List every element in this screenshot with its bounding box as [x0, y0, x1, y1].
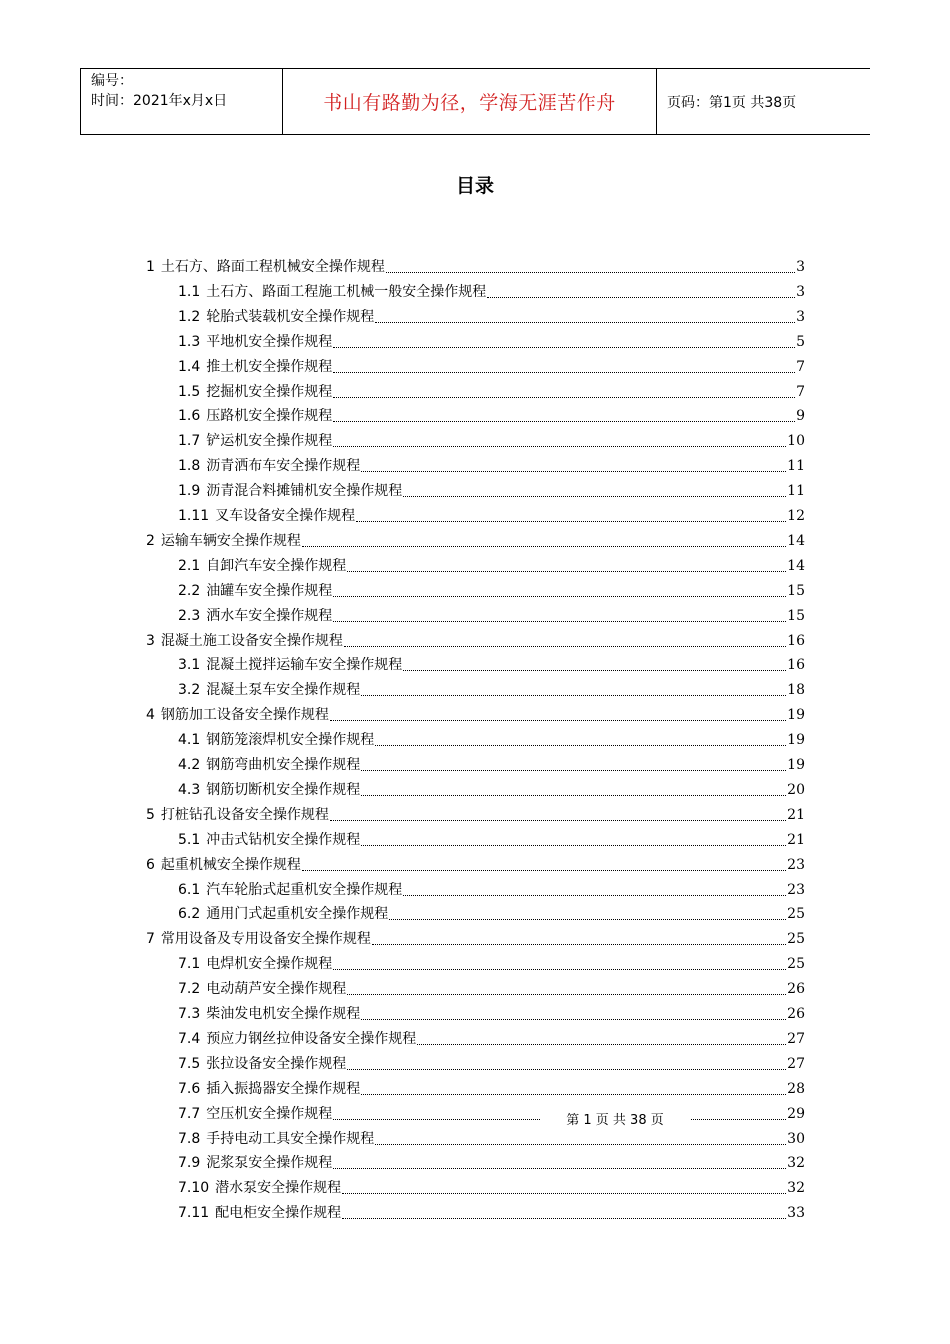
toc-entry-number: 1.7: [178, 433, 201, 450]
toc-entry-page-number: 3: [796, 259, 805, 275]
toc-entry-title: 起重机械安全操作规程: [160, 856, 301, 873]
toc-entry-title: 平地机安全操作规程: [206, 333, 333, 350]
toc-entry-page-number: 10: [787, 433, 805, 450]
toc-dot-leader: [333, 1167, 786, 1169]
toc-entry-page-number: 14: [787, 532, 805, 549]
toc-entry[interactable]: [146, 855, 805, 875]
toc-entry-number: 7.8: [178, 1130, 201, 1147]
toc-entry-title: 土石方、路面工程施工机械一般安全操作规程: [206, 283, 487, 300]
toc-entry-number: 7: [146, 931, 155, 948]
toc-entry-page-number: 29: [787, 1105, 805, 1122]
toc-dot-leader: [333, 420, 795, 422]
toc-entry-number: 4.3: [178, 781, 201, 798]
toc-entry-page-number: 3: [796, 308, 805, 325]
toc-entry-number: 1: [146, 259, 155, 275]
toc-entry[interactable]: [146, 531, 805, 551]
toc-entry-title: 电动葫芦安全操作规程: [206, 981, 347, 998]
toc-entry-number: 1.4: [178, 358, 201, 375]
toc-entry[interactable]: [178, 431, 805, 451]
toc-entry[interactable]: [178, 1104, 805, 1124]
toc-entry[interactable]: [178, 954, 805, 974]
toc-entry[interactable]: [178, 1004, 805, 1024]
toc-entry[interactable]: [178, 456, 805, 476]
toc-dot-leader: [342, 1217, 786, 1219]
header-meta-cell: [81, 69, 283, 134]
toc-entry[interactable]: [178, 1029, 805, 1049]
toc-entry-page-number: 33: [787, 1205, 805, 1222]
toc-entry-page-number: 16: [787, 657, 805, 674]
toc-entry-title: 手持电动工具安全操作规程: [206, 1130, 375, 1147]
toc-entry-title: 打桩钻孔设备安全操作规程: [160, 806, 329, 823]
toc-entry-number: 3.1: [178, 657, 201, 674]
toc-entry-page-number: 27: [787, 1030, 805, 1047]
toc-entry-title: 混凝土搅拌运输车安全操作规程: [206, 657, 403, 674]
toc-entry-number: 1.6: [178, 408, 201, 425]
toc-entry-number: 7.2: [178, 981, 201, 998]
toc-entry-title: 自卸汽车安全操作规程: [206, 557, 347, 574]
toc-entry-title: 推土机安全操作规程: [206, 358, 333, 375]
toc-entry-page-number: 11: [787, 483, 805, 500]
toc-entry-number: 6.2: [178, 906, 201, 923]
toc-entry-title: 钢筋弯曲机安全操作规程: [206, 757, 361, 773]
toc-entry-number: 7.1: [178, 956, 201, 973]
toc-entry[interactable]: [178, 606, 805, 626]
toc-dot-leader: [333, 620, 786, 622]
header-motto: 书山有路勤为径，学海无涯苦作舟: [323, 92, 616, 114]
toc-entry[interactable]: [178, 556, 805, 576]
toc-entry[interactable]: [178, 830, 805, 850]
toc-entry-title: 冲击式钻机安全操作规程: [206, 831, 361, 848]
toc-entry-number: 1.2: [178, 308, 201, 325]
toc-entry[interactable]: [178, 1079, 805, 1099]
toc-dot-leader: [389, 918, 786, 920]
toc-entry-page-number: 19: [787, 732, 805, 749]
toc-dot-leader: [333, 346, 795, 348]
toc-entry-title: 通用门式起重机安全操作规程: [206, 906, 389, 923]
toc-entry-title: 钢筋笼滚焊机安全操作规程: [206, 732, 375, 749]
toc-entry-number: 2.2: [178, 582, 201, 599]
toc-entry[interactable]: [178, 1054, 805, 1074]
toc-dot-leader: [330, 819, 786, 821]
toc-entry-page-number: 7: [796, 383, 805, 400]
toc-dot-leader: [403, 669, 786, 671]
page-title: 目录: [455, 175, 494, 197]
toc-entry[interactable]: [178, 904, 805, 924]
toc-entry[interactable]: [146, 929, 805, 949]
toc-entry-title: 张拉设备安全操作规程: [206, 1055, 347, 1072]
toc-entry-page-number: 14: [787, 557, 805, 574]
toc-dot-leader: [333, 396, 795, 398]
toc-entry[interactable]: [178, 506, 805, 526]
toc-entry-number: 2.1: [178, 557, 201, 574]
toc-entry-title: 钢筋加工设备安全操作规程: [160, 707, 329, 724]
toc-dot-leader: [302, 869, 786, 871]
toc-dot-leader: [361, 1093, 786, 1095]
toc-entry-page-number: 30: [787, 1130, 805, 1147]
toc-entry-title: 叉车设备安全操作规程: [215, 508, 356, 524]
toc-entry-number: 7.4: [178, 1030, 201, 1047]
toc-entry[interactable]: [178, 581, 805, 601]
toc-dot-leader: [361, 470, 786, 472]
toc-entry-title: 土石方、路面工程机械安全操作规程: [160, 259, 385, 275]
toc-entry-page-number: 9: [796, 408, 805, 425]
toc-entry[interactable]: [178, 1178, 805, 1198]
toc-entry-page-number: 23: [787, 856, 805, 873]
toc-entry-number: 5: [146, 806, 155, 823]
toc-entry-title: 配电柜安全操作规程: [215, 1205, 342, 1222]
toc-entry[interactable]: [178, 481, 805, 501]
toc-entry-number: 2.3: [178, 607, 201, 624]
toc-entry-page-number: 25: [787, 931, 805, 948]
header-motto-cell: [283, 69, 657, 134]
toc-entry-number: 6.1: [178, 881, 201, 898]
page-footer: 第 1 页 共 38 页: [540, 1112, 690, 1130]
toc-entry-title: 油罐车安全操作规程: [206, 582, 333, 599]
toc-entry-title: 运输车辆安全操作规程: [160, 532, 301, 549]
toc-entry-number: 1.5: [178, 383, 201, 400]
toc-entry-title: 预应力钢丝拉伸设备安全操作规程: [206, 1030, 417, 1047]
toc-entry[interactable]: [178, 1153, 805, 1173]
toc-entry-title: 插入振捣器安全操作规程: [206, 1080, 361, 1097]
toc-entry[interactable]: [178, 1203, 805, 1223]
toc-entry-page-number: 11: [787, 458, 805, 475]
toc-entry-number: 7.10: [178, 1180, 210, 1197]
toc-entry-page-number: 21: [787, 806, 805, 823]
toc-entry[interactable]: [178, 680, 805, 700]
toc-dot-leader: [361, 794, 786, 796]
toc-dot-leader: [333, 445, 786, 447]
toc-entry-page-number: 27: [787, 1055, 805, 1072]
toc-entry[interactable]: [146, 805, 805, 825]
toc-entry-page-number: 23: [787, 881, 805, 898]
toc-entry-title: 常用设备及专用设备安全操作规程: [160, 931, 371, 948]
toc-entry-number: 7.7: [178, 1105, 201, 1122]
toc-entry-title: 柴油发电机安全操作规程: [206, 1006, 361, 1022]
toc-entry-title: 沥青混合料摊铺机安全操作规程: [206, 483, 403, 500]
toc-entry-number: 7.9: [178, 1155, 201, 1172]
toc-dot-leader: [356, 520, 786, 522]
toc-entry-title: 电焊机安全操作规程: [206, 956, 333, 973]
header-page-info: 页码：第1页 共38页: [667, 94, 797, 111]
toc-entry-title: 潜水泵安全操作规程: [215, 1180, 342, 1197]
toc-entry-number: 7.3: [178, 1006, 201, 1022]
toc-entry-page-number: 19: [787, 757, 805, 773]
toc-entry-number: 1.8: [178, 458, 201, 475]
toc-dot-leader: [375, 744, 786, 746]
document-number-label: 编号：: [91, 73, 133, 89]
toc-dot-leader: [302, 545, 786, 547]
toc-entry-page-number: 3: [796, 283, 805, 300]
toc-entry-page-number: 32: [787, 1155, 805, 1172]
toc-dot-leader: [361, 844, 786, 846]
toc-entry-number: 1.11: [178, 508, 210, 524]
toc-entry[interactable]: [178, 357, 805, 377]
toc-dot-leader: [403, 495, 786, 497]
toc-entry-number: 1.1: [178, 283, 201, 300]
toc-entry-title: 铲运机安全操作规程: [206, 433, 333, 450]
document-header: [80, 68, 870, 135]
toc-dot-leader: [361, 769, 786, 771]
toc-dot-leader: [417, 1043, 786, 1045]
toc-entry[interactable]: [178, 307, 805, 327]
toc-dot-leader: [342, 1192, 786, 1194]
toc-dot-leader: [375, 321, 795, 323]
toc-entry-title: 挖掘机安全操作规程: [206, 383, 333, 400]
toc-entry-page-number: 7: [796, 358, 805, 375]
toc-dot-leader: [347, 570, 786, 572]
toc-entry-number: 4.2: [178, 757, 201, 773]
toc-entry-number: 4: [146, 707, 155, 724]
toc-entry-title: 洒水车安全操作规程: [206, 607, 333, 624]
toc-entry-title: 泥浆泵安全操作规程: [206, 1155, 333, 1172]
document-time-label: 时间：2021年x月x日: [91, 93, 228, 109]
toc-entry[interactable]: [178, 332, 805, 352]
toc-entry-number: 7.11: [178, 1205, 210, 1222]
toc-dot-leader: [361, 1018, 786, 1020]
toc-entry-page-number: 28: [787, 1080, 805, 1097]
toc-entry-page-number: 21: [787, 831, 805, 848]
toc-dot-leader: [333, 595, 786, 597]
toc-dot-leader: [487, 296, 795, 298]
toc-entry-number: 4.1: [178, 732, 201, 749]
toc-entry[interactable]: [146, 257, 805, 277]
toc-entry[interactable]: [178, 406, 805, 426]
toc-dot-leader: [333, 968, 786, 970]
toc-dot-leader: [330, 719, 786, 721]
toc-entry[interactable]: [146, 705, 805, 725]
toc-entry-page-number: 15: [787, 607, 805, 624]
toc-dot-leader: [372, 943, 786, 945]
toc-entry[interactable]: [178, 655, 805, 675]
toc-dot-leader: [386, 271, 795, 273]
toc-entry-page-number: 18: [787, 682, 805, 699]
toc-entry[interactable]: [178, 780, 805, 800]
toc-dot-leader: [333, 371, 795, 373]
toc-entry-number: 3.2: [178, 682, 201, 699]
toc-entry-title: 混凝土泵车安全操作规程: [206, 682, 361, 699]
toc-entry[interactable]: [178, 282, 805, 302]
toc-entry[interactable]: [178, 382, 805, 402]
toc-entry-page-number: 25: [787, 906, 805, 923]
toc-entry-number: 6: [146, 856, 155, 873]
toc-entry-number: 7.5: [178, 1055, 201, 1072]
toc-entry-page-number: 16: [787, 632, 805, 649]
toc-entry[interactable]: [178, 730, 805, 750]
toc-entry-page-number: 15: [787, 582, 805, 599]
toc-dot-leader: [361, 694, 786, 696]
toc-entry-number: 5.1: [178, 831, 201, 848]
toc-entry-title: 汽车轮胎式起重机安全操作规程: [206, 881, 403, 898]
toc-entry-page-number: 19: [787, 707, 805, 724]
toc-entry[interactable]: [178, 880, 805, 900]
toc-dot-leader: [347, 1068, 786, 1070]
toc-entry-page-number: 25: [787, 956, 805, 973]
toc-entry-number: 1.3: [178, 333, 201, 350]
toc-entry-number: 7.6: [178, 1080, 201, 1097]
toc-dot-leader: [347, 993, 786, 995]
toc-entry-page-number: 26: [787, 981, 805, 998]
toc-entry[interactable]: [178, 1129, 805, 1149]
header-page-cell: [657, 69, 870, 134]
toc-entry[interactable]: [178, 979, 805, 999]
toc-dot-leader: [344, 645, 786, 647]
toc-entry-title: 沥青洒布车安全操作规程: [206, 458, 361, 475]
toc-entry-number: 3: [146, 632, 155, 649]
toc-entry-title: 钢筋切断机安全操作规程: [206, 781, 361, 798]
toc-entry-page-number: 5: [796, 333, 805, 350]
toc-entry-page-number: 12: [787, 508, 805, 524]
toc-entry-title: 压路机安全操作规程: [206, 408, 333, 425]
toc-entry-page-number: 26: [787, 1006, 805, 1022]
toc-dot-leader: [375, 1143, 786, 1145]
toc-entry-title: 混凝土施工设备安全操作规程: [160, 632, 343, 649]
toc-entry-title: 空压机安全操作规程: [206, 1105, 333, 1122]
toc-entry-page-number: 32: [787, 1180, 805, 1197]
toc-entry[interactable]: [178, 755, 805, 775]
toc-entry-title: 轮胎式装载机安全操作规程: [206, 308, 375, 325]
toc-entry-page-number: 20: [787, 781, 805, 798]
toc-entry[interactable]: [146, 631, 805, 651]
toc-entry-number: 1.9: [178, 483, 201, 500]
toc-dot-leader: [403, 894, 786, 896]
toc-entry-number: 2: [146, 532, 155, 549]
